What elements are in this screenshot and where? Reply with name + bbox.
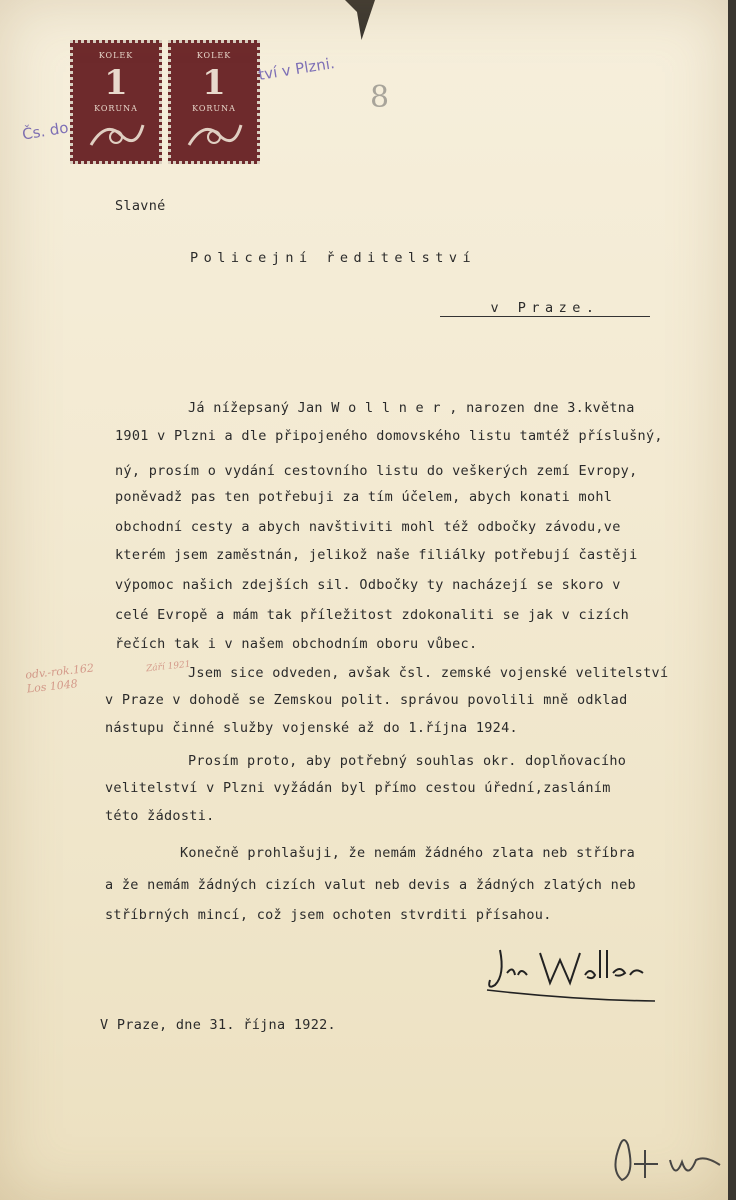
body-line: ný, prosím o vydání cestovního listu do veškerých zemí Evropy, — [115, 463, 638, 479]
torn-edge — [345, 0, 375, 40]
margin-note — [25, 661, 96, 696]
body-line: Já nížepsaný Jan W o l l n e r , narozen dne 3.května — [188, 400, 635, 416]
stamp-denomination: KORUNA — [94, 104, 138, 113]
body-line: obchodní cesty a abych navštiviti mohl též odbočky závodu,ve — [115, 519, 621, 535]
body-line: stříbrných mincí, což jsem ochoten stvrditi přísahou. — [105, 907, 552, 923]
handwritten-signature — [485, 945, 660, 1005]
body-line: a že nemám žádných cizích valut neb devis a žádných zlatých neb — [105, 877, 636, 893]
body-line: této žádosti. — [105, 808, 215, 824]
salutation: Slavné — [115, 198, 166, 214]
body-line: nástupu činné služby vojenské až do 1.října 1924. — [105, 720, 518, 736]
lion-emblem-icon — [179, 115, 249, 155]
office-stamp-left: Čs. do — [20, 118, 70, 144]
body-line: poněvadž pas ten potřebuji za tím účelem, abych konati mohl — [115, 489, 613, 505]
location: v Praze. — [440, 300, 650, 317]
body-line: celé Evropě a mám tak příležitost zdokonaliti se jak v cizích — [115, 607, 630, 623]
body-line: velitelství v Plzni vyžádán byl přímo cestou úřední,zasláním — [105, 780, 611, 796]
body-line: Jsem sice odveden, avšak čsl. zemské vojenské velitelství — [188, 665, 669, 681]
body-line: Prosím proto, aby potřebný souhlas okr. doplňovacího — [188, 753, 627, 769]
stamp-denomination: KORUNA — [192, 104, 236, 113]
body-line: řečích tak i v našem obchodním oboru vůbec. — [115, 636, 478, 652]
revenue-stamp-2 — [168, 40, 260, 164]
stamp-value: 1 — [104, 63, 128, 103]
margin-note-line: odv.-rok.162 — [24, 661, 95, 682]
addressee: Policejní ředitelství — [190, 250, 477, 266]
body-line: kterém jsem zaměstnán, jelikož naše filiálky potřebují častěji — [115, 547, 638, 563]
pencil-number: 8 — [370, 80, 390, 115]
bottom-handwritten-scribble — [610, 1130, 730, 1190]
place-date: V Praze, dne 31. října 1922. — [100, 1017, 336, 1033]
stamp-label: KOLEK — [98, 51, 134, 60]
stamp-label: KOLEK — [196, 51, 232, 60]
body-line: Konečně prohlašuji, že nemám žádného zlata neb stříbra — [180, 845, 636, 861]
stamp-value: 1 — [202, 63, 226, 103]
margin-note-line: Los 1048 — [26, 677, 79, 696]
revenue-stamp-1 — [70, 40, 162, 164]
office-stamp-right: tví v Plzni. — [257, 54, 336, 84]
body-line: výpomoc našich zdejších sil. Odbočky ty nacházejí se skoro v — [115, 577, 621, 593]
lion-emblem-icon — [81, 115, 151, 155]
margin-note-date: Září 1921 — [145, 659, 191, 675]
body-line: 1901 v Plzni a dle připojeného domovského listu tamtéž příslušný, — [115, 428, 663, 444]
body-line: v Praze v dohodě se Zemskou polit. správou povolili mně odklad — [105, 692, 628, 708]
